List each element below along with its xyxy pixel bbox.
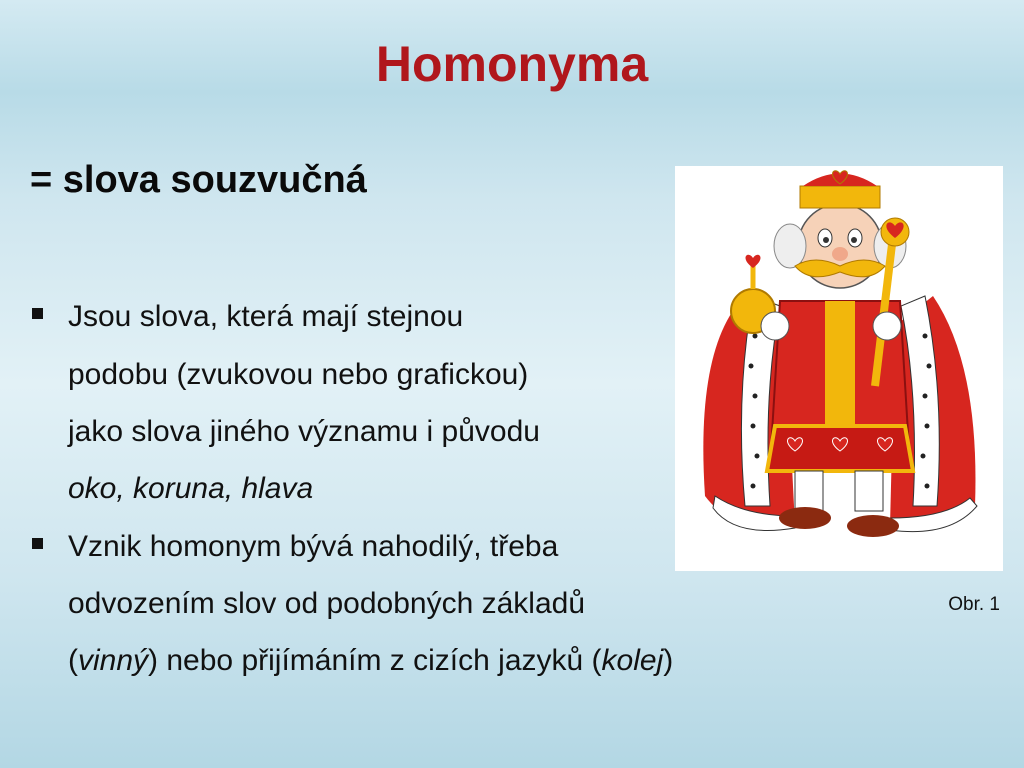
bullet-2-text-a: ( (68, 644, 78, 677)
bullet-2-line-1: Vznik homonym bývá nahodilý, třeba (68, 530, 559, 563)
king-of-hearts-icon (675, 166, 1003, 571)
bullet-1-line-1: Jsou slova, která mají stejnou (68, 300, 464, 333)
example-word-vinny: vinný (78, 644, 149, 677)
bullet-2-text-c: ) (663, 644, 674, 677)
bullet-2-text-b: ) nebo přijímáním z cizích jazyků ( (148, 644, 602, 677)
slide-subtitle: = slova souzvučná (30, 159, 367, 201)
bullet-marker-2 (32, 538, 43, 549)
bullet-1-examples: oko, koruna, hlava (68, 472, 314, 505)
bullet-1-line-2: podobu (zvukovou nebo grafickou) (68, 358, 529, 391)
bullet-1-line-3: jako slova jiného významu i původu (68, 415, 540, 448)
bullet-marker-1 (32, 308, 43, 319)
example-word-kolej: kolej (601, 644, 664, 677)
king-illustration (675, 166, 1003, 571)
slide-title: Homonyma (375, 36, 649, 92)
image-caption: Obr. 1 (948, 594, 1000, 615)
bullet-2-line-2: odvozením slov od podobných základů (68, 587, 586, 620)
bullet-2-line-3 (68, 641, 673, 681)
